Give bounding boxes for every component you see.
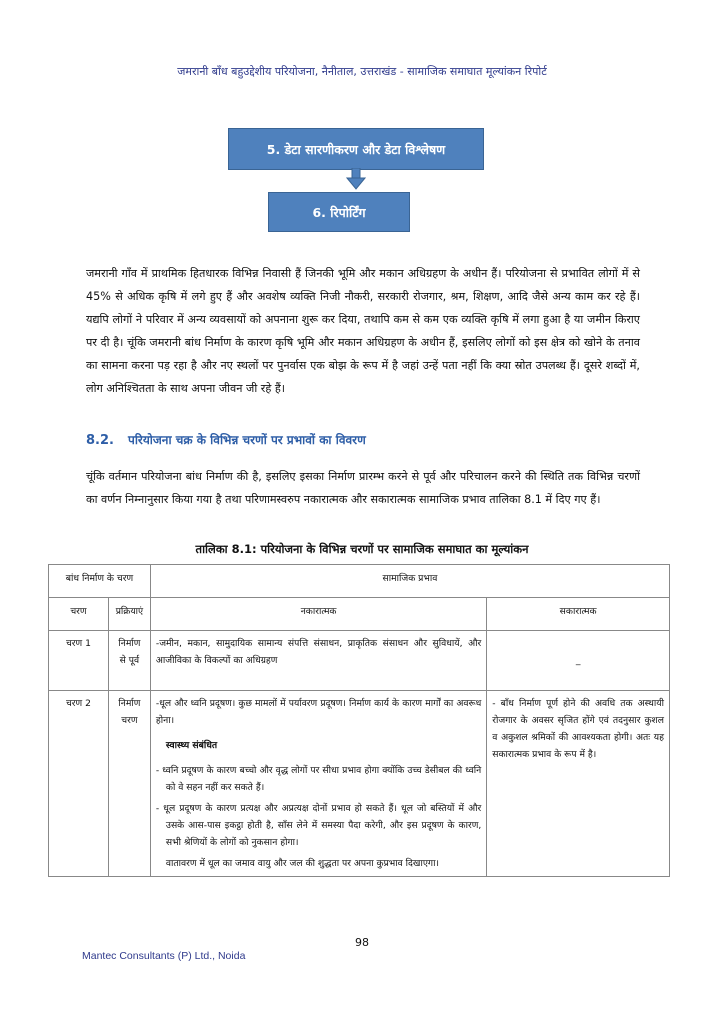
footer-company: Mantec Consultants (P) Ltd., Noida [82, 950, 246, 962]
row2-negative [150, 691, 486, 877]
table-row [49, 631, 670, 691]
table-title: तालिका 8.1: परियोजना के विभिन्न चरणों पर सामाजिक समाघात का मूल्यांकन [195, 542, 529, 556]
header-impact-group: सामाजिक प्रभाव [150, 565, 669, 598]
section-heading [86, 431, 366, 448]
down-arrow-icon [346, 168, 366, 190]
row2-negative-closing: वातावरण में धूल का जमाव वायु और जल की शुद्धता पर अपना कुप्रभाव दिखाएगा। [165, 858, 439, 869]
health-subheading: स्वास्थ्य संबंधित [165, 740, 218, 751]
report-header: जमरानी बाँध बहुउद्देशीय परियोजना, नैनीताल, उत्तराखंड - सामाजिक समाघात मूल्यांकन रिपोर्ट [177, 65, 547, 78]
section-number: 8.2. [86, 433, 114, 448]
flow-step-reporting: 6. रिपोर्टिंग [268, 192, 410, 232]
row2-process: निर्माण चरण [108, 691, 150, 877]
impact-table [48, 564, 670, 877]
row2-stage: चरण 2 [49, 691, 109, 877]
row1-process: निर्माण से पूर्व [108, 631, 150, 691]
flow-step-data-analysis: 5. डेटा सारणीकरण और डेटा विश्लेषण [228, 128, 484, 170]
health-bullet-noise: - ध्वनि प्रदूषण के कारण बच्चो और वृद्ध लोगों पर सीधा प्रभाव होगा क्योंकि उच्च डेसीबल की ध्वनि को वे सहन नहीं कर सकते हैं। [155, 765, 482, 793]
header-stage-group: बांध निर्माण के चरण [49, 565, 151, 598]
row2-positive: - बाँध निर्माण पूर्ण होने की अवधि तक अस्थायी रोजगार के अवसर सृजित होंगे एवं तदनुसार कुशल व अकुशल श्रमिकों की आवश्यकता होगी। अतः यह सकारात्मक प्रभाव के रूप में है। [487, 691, 670, 877]
row1-negative: -जमीन, मकान, सामुदायिक सामान्य संपत्ति संसाधन, प्राकृतिक संसाधन और सुविधायें, और आजीविका के विकल्पों का अधिग्रहण [150, 631, 486, 691]
table-row [49, 691, 670, 877]
section-title: परियोजना चक्र के विभिन्न चरणों पर प्रभावों का विवरण [128, 433, 366, 447]
page-number: 98 [355, 936, 369, 949]
paragraph-stages: चूंकि वर्तमान परियोजना बांध निर्माण की है, इसलिए इसका निर्माण प्रारम्भ करने से पूर्व और परिचालन करने की स्थिति तक विभिन्न चरणों का वर्णन निम्नानुसार किया गया है तथा परिणामस्वरुप नकारात्मक और सकारात्मक सामाजिक प्रभाव तालिका 8.1 में दिए गए हैं। [86, 470, 640, 506]
header-process: प्रक्रियाएं [108, 598, 150, 631]
paragraph-stakeholders: जमरानी गाँव में प्राथमिक हितधारक विभिन्न निवासी हैं जिनकी भूमि और मकान अधिग्रहण के अधीन हैं। परियोजना से प्रभावित लोगों में से 45% से अधिक कृषि में लगे हुए हैं और अवशेष व्यक्ति निजी नौकरी, सरकारी रोजगार, श्रम, शिक्षण, आदि जैसे अन्य काम कर रहे हैं। यद्यपि लोगों ने परिवार में अन्य व्यवसायों को अपनाना शुरू कर दिया, तथापि कम से कम एक व्यक्ति कृषि में लगा हुआ है या जमीन किराए पर दी है। चूंकि जमरानी बांध निर्माण के कारण कृषि भूमि और मकान अधिग्रहण के अधीन हैं, इसलिए लोगों को इस क्षेत्र को खोने के तनाव का सामना करना पड़ रहा है और नए स्थलों पर पुनर्वास एक बोझ के रूप में है जहां उन्हें पता नहीं कि क्या स्रोत उपलब्ध हैं। दूसरे शब्दों में, लोग अनिश्चितता के साथ अपना जीवन जी रहे हैं। [86, 267, 640, 395]
row1-stage: चरण 1 [49, 631, 109, 691]
health-bullet-dust: - धूल प्रदूषण के कारण प्रत्यक्ष और अप्रत्यक्ष दोनों प्रभाव हो सकते हैं। धूल जो बस्तियों में और उसके आस-पास इकट्ठा होती है, साँस लेने में समस्या पैदा करेगी, और इस प्रदूषण के कारण, सभी श्रेणियों के लोगों को नुकसान होगा। [155, 803, 482, 848]
header-stage: चरण [49, 598, 109, 631]
header-positive: सकारात्मक [487, 598, 670, 631]
row1-positive: _ [487, 631, 670, 691]
header-negative: नकारात्मक [150, 598, 486, 631]
row2-negative-intro: -धूल और ध्वनि प्रदूषण। कुछ मामलों में पर्यावरण प्रदूषण। निर्माण कार्य के कारण मार्गों का अवरूध होना। [155, 698, 482, 726]
